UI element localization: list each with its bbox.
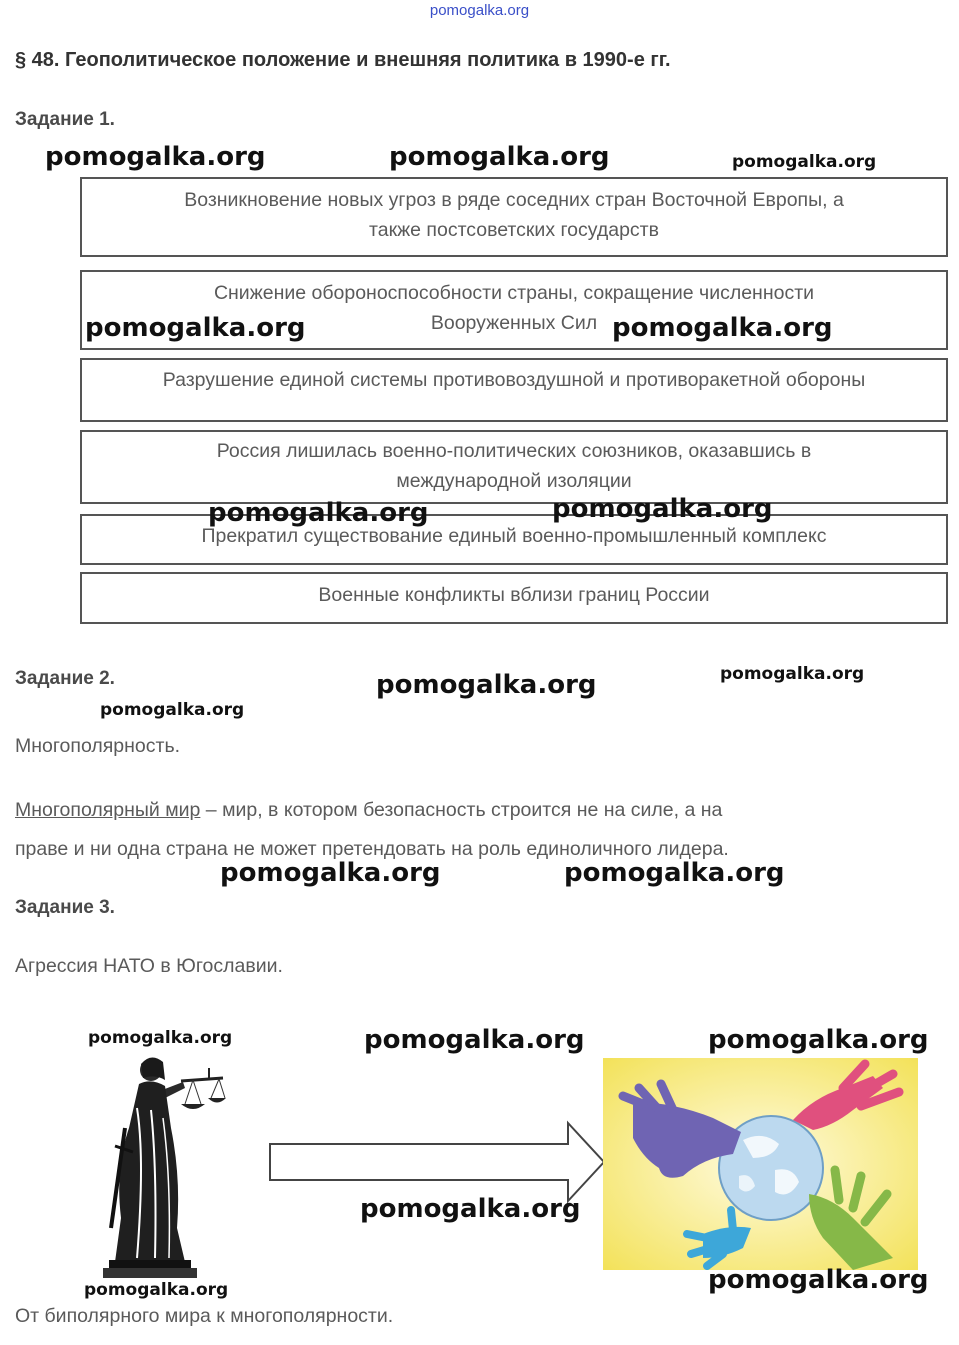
watermark: pomogalka.org: [720, 664, 865, 684]
box-line: также постсоветских государств: [369, 219, 659, 241]
box-line: Разрушение единой системы противовоздушной и противоракетной обороны: [162, 369, 866, 391]
task1-box-4: [80, 430, 948, 504]
watermark: pomogalka.org: [360, 1194, 581, 1224]
watermark: pomogalka.org: [708, 1265, 929, 1295]
task1-box-3: [80, 358, 948, 422]
box-line: международной изоляции: [396, 470, 632, 492]
globe-hands-image: [603, 1058, 918, 1270]
watermark: pomogalka.org: [376, 670, 597, 700]
watermark: pomogalka.org: [552, 494, 773, 524]
watermark: pomogalka.org: [84, 1280, 229, 1300]
task2-answer: Многополярность.: [15, 735, 181, 757]
page-title: § 48. Геополитическое положение и внешняя политика в 1990-е гг.: [15, 49, 671, 71]
box-line: Вооруженных Сил: [430, 312, 598, 334]
task2-definition-line2: праве и ни одна страна не может претендовать на роль единоличного лидера.: [15, 838, 729, 860]
watermark: pomogalka.org: [208, 498, 429, 528]
box-line: Россия лишилась военно-политических союзников, оказавшись в: [216, 440, 812, 462]
watermark: pomogalka.org: [100, 700, 245, 720]
watermark: pomogalka.org: [389, 142, 610, 172]
watermark: pomogalka.org: [612, 313, 833, 343]
box-line: Прекратил существование единый военно-промышленный комплекс: [201, 525, 827, 547]
watermark: pomogalka.org: [220, 858, 441, 888]
watermark: pomogalka.org: [364, 1025, 585, 1055]
task2-heading: Задание 2.: [15, 668, 115, 689]
watermark: pomogalka.org: [732, 152, 877, 172]
arrow-icon: [268, 1120, 608, 1204]
watermark: pomogalka.org: [88, 1028, 233, 1048]
definition-text: – мир, в котором безопасность строится не на силе, а на: [200, 799, 723, 821]
watermark: pomogalka.org: [85, 313, 306, 343]
task3-answer: Агрессия НАТО в Югославии.: [15, 955, 283, 977]
box-line: Возникновение новых угроз в ряде соседних стран Восточной Европы, а: [184, 189, 844, 211]
task2-definition: [15, 799, 722, 822]
box-line: Военные конфликты вблизи границ России: [318, 584, 710, 606]
watermark: pomogalka.org: [45, 142, 266, 172]
box-line: Снижение обороноспособности страны, сокращение численности: [213, 282, 815, 304]
task3-heading: Задание 3.: [15, 897, 115, 918]
term: Многополярный мир: [15, 799, 201, 821]
top-watermark: pomogalka.org: [429, 2, 530, 19]
justice-statue-image: [85, 1048, 227, 1280]
task1-heading: Задание 1.: [15, 109, 115, 130]
watermark: pomogalka.org: [708, 1025, 929, 1055]
task3-caption: От биполярного мира к многополярности.: [15, 1305, 394, 1327]
task1-box-1: [80, 177, 948, 257]
task1-box-6: [80, 572, 948, 624]
watermark: pomogalka.org: [564, 858, 785, 888]
